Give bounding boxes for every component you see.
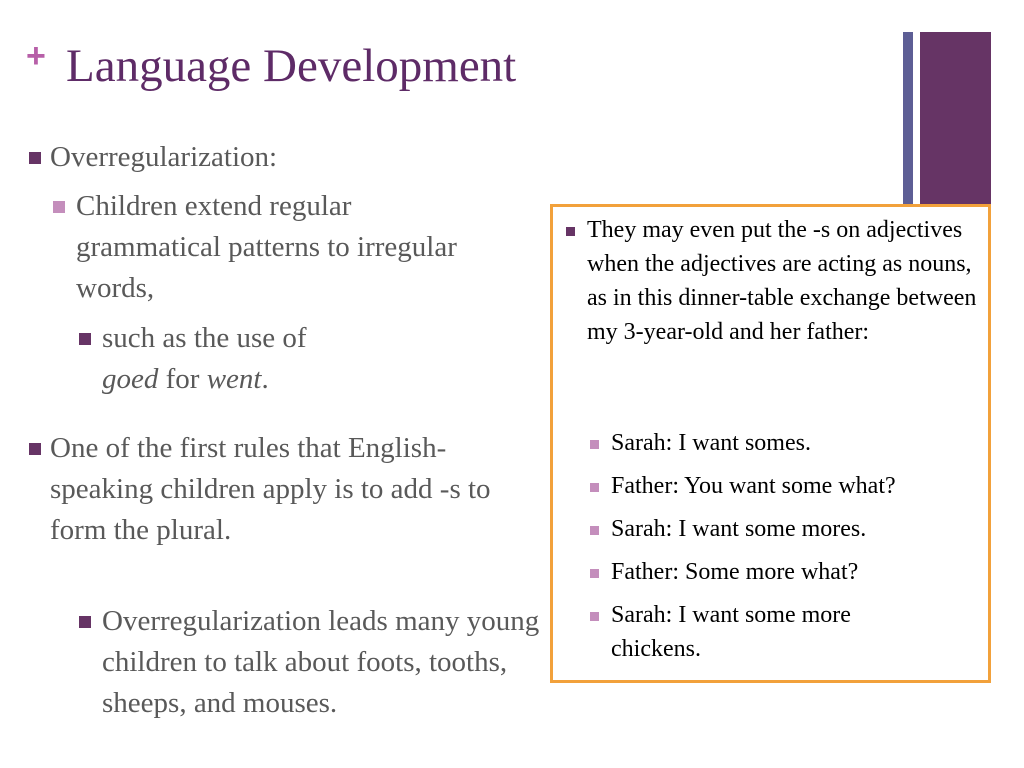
dialogue-line: Father: Some more what? [611, 559, 859, 585]
bullet-square-icon [590, 569, 599, 578]
bullet-goed-example [102, 318, 402, 400]
bullet-extend-patterns: Children extend regular grammatical patterns to irregular words, [76, 190, 457, 304]
dialogue-line: Sarah: I want some more chickens. [611, 602, 851, 662]
dialogue-line: Sarah: I want some mores. [611, 516, 867, 542]
bullet-square-icon [590, 440, 599, 449]
bullet-square-icon [590, 612, 599, 621]
dialogue-line: Father: You want some what? [611, 473, 896, 499]
example-goed: goed [102, 363, 159, 395]
bullet-square-icon [79, 333, 91, 345]
plus-icon: + [26, 37, 46, 75]
callout-box [550, 204, 991, 683]
bullet-first-rules: One of the first rules that English-speaking children apply is to add -s to form the plural. [50, 432, 491, 546]
bullet-square-icon [566, 227, 575, 236]
bullet-square-icon [590, 483, 599, 492]
bullet-square-icon [53, 201, 65, 213]
example-period: . [261, 363, 269, 395]
example-prefix: such as the use of [102, 322, 307, 354]
accent-bar-wide [920, 32, 991, 207]
bullet-square-icon [79, 616, 91, 628]
bullet-square-icon [590, 526, 599, 535]
bullet-overregularization-leads: Overregularization leads many young children to talk about foots, tooths, sheeps, and mouses. [102, 605, 540, 719]
bullet-square-icon [29, 152, 41, 164]
dialogue-line: Sarah: I want somes. [611, 430, 811, 456]
example-went: went [206, 363, 262, 395]
callout-intro: They may even put the -s on adjectives when the adjectives are acting as nouns, as in this dinner-table exchange between my 3-year-old and her father: [587, 217, 977, 345]
example-for: for [158, 363, 207, 395]
slide-title: Language Development [66, 40, 517, 92]
accent-bar-thin [903, 32, 913, 207]
bullet-square-icon [29, 443, 41, 455]
bullet-overregularization: Overregularization: [50, 141, 278, 173]
